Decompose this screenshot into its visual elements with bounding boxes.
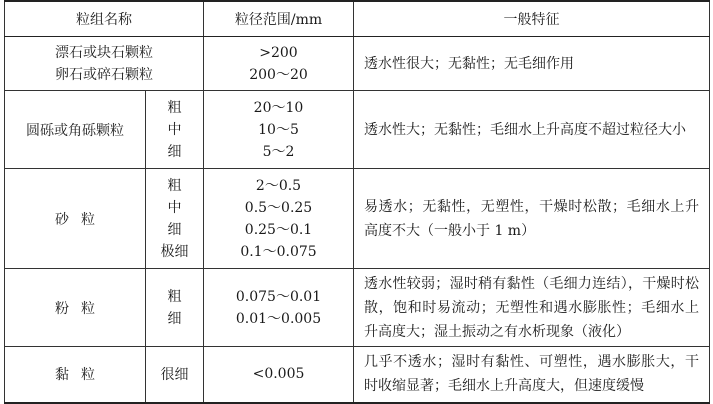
row-boulder-cobble	[5, 37, 710, 91]
sand-subgroups	[146, 169, 204, 269]
gravel-range-fine: 5～2	[262, 143, 295, 160]
sand-name: 砂粒	[55, 211, 107, 228]
boulder-description: 透水性很大；无黏性；无毛细作用	[354, 37, 710, 91]
silt-subgroups	[146, 269, 204, 347]
cobble-name: 卵石或碎石颗粒	[55, 66, 153, 83]
row-silt	[5, 269, 710, 347]
clay-subgroup: 很细	[146, 347, 204, 403]
sand-sub-fine: 细	[167, 221, 182, 238]
gravel-range-medium: 10～5	[258, 121, 299, 138]
silt-sub-coarse: 粗	[167, 288, 182, 305]
gravel-sub-coarse: 粗	[167, 99, 182, 116]
gravel-subgroups	[146, 91, 204, 169]
sand-description: 易透水；无黏性，无塑性，干燥时松散；毛细水上升高度不大（一般小于 1 m）	[354, 169, 710, 269]
clay-name: 黏粒	[55, 367, 107, 384]
clay-description: 几乎不透水；湿时有黏性、可塑性，遇水膨胀大，干时收缩显著；毛细水上升高度大，但速度缓慢	[354, 347, 710, 403]
cobble-range: 200～20	[249, 66, 308, 83]
boulder-range-cell	[204, 37, 354, 91]
boulder-range: >200	[259, 44, 298, 61]
row-sand	[5, 169, 710, 269]
silt-range-fine: 0.01～0.005	[235, 310, 322, 327]
sand-sub-medium: 中	[167, 199, 182, 216]
gravel-description: 透水性大；无黏性；毛细水上升高度不超过粒径大小	[354, 91, 710, 169]
gravel-name: 圆砾或角砾颗粒	[5, 91, 146, 169]
gravel-ranges	[204, 91, 354, 169]
row-gravel	[5, 91, 710, 169]
grain-size-table	[4, 0, 710, 404]
clay-range: <0.005	[204, 347, 354, 403]
sand-range-very-fine: 0.1～0.075	[240, 243, 317, 260]
gravel-sub-medium: 中	[167, 121, 182, 138]
sand-range-medium: 0.5～0.25	[244, 199, 313, 216]
sand-range-fine: 0.25～0.1	[244, 221, 313, 238]
header-grain-group: 粒组名称	[5, 1, 204, 37]
sand-sub-very-fine: 极细	[160, 243, 189, 260]
silt-ranges	[204, 269, 354, 347]
sand-sub-coarse: 粗	[167, 177, 182, 194]
sand-range-coarse: 2～0.5	[255, 177, 302, 194]
sand-ranges	[204, 169, 354, 269]
silt-description: 透水性较弱；湿时稍有黏性（毛细力连结），干燥时松散，饱和时易流动；无塑性和遇水膨胀性；毛细水上升高度大；湿土振动之有水析现象（液化）	[354, 269, 710, 347]
header-row	[5, 1, 710, 37]
row-clay	[5, 347, 710, 403]
silt-range-coarse: 0.075～0.01	[235, 288, 322, 305]
header-size-range: 粒径范围/mm	[204, 1, 354, 37]
gravel-sub-fine: 细	[167, 143, 182, 160]
header-features: 一般特征	[354, 1, 710, 37]
silt-name: 粉粒	[55, 300, 107, 317]
gravel-range-coarse: 20～10	[253, 99, 304, 116]
boulder-name-cell	[5, 37, 204, 91]
boulder-name: 漂石或块石颗粒	[55, 44, 153, 61]
silt-sub-fine: 细	[167, 310, 182, 327]
